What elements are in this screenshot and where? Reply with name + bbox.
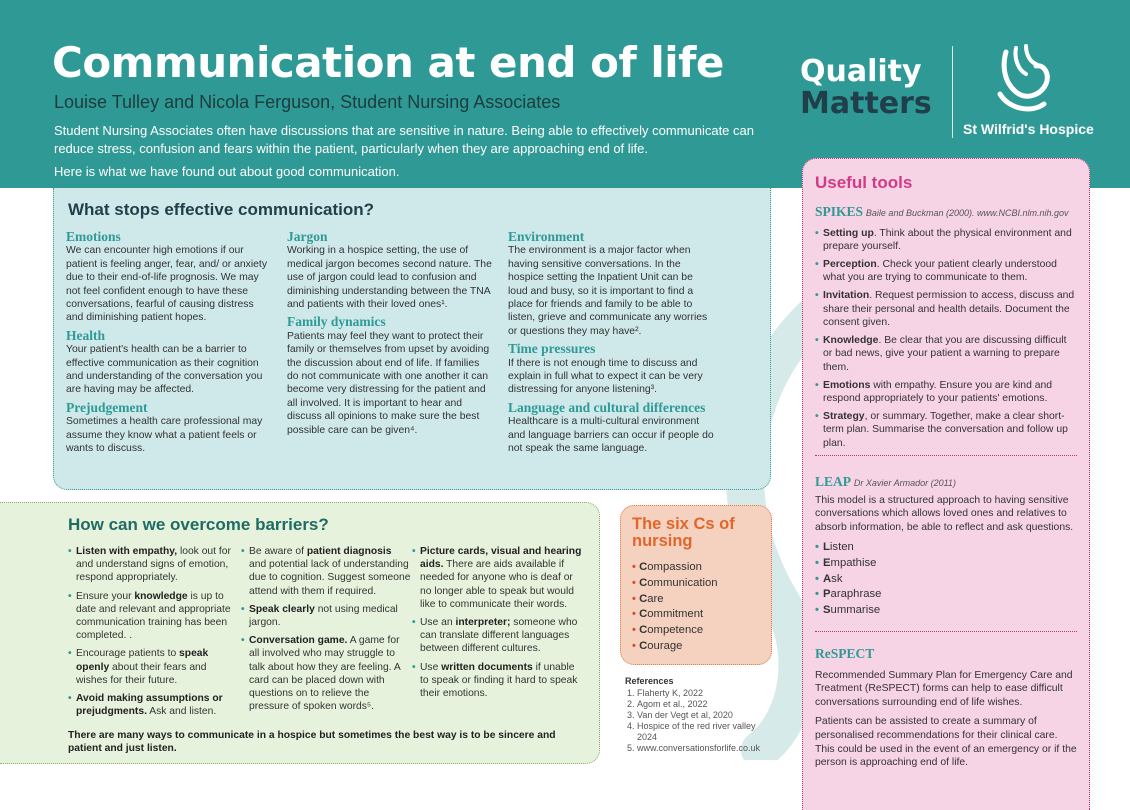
list-item: • Compassion bbox=[632, 560, 718, 576]
list-item: • Empathise bbox=[815, 556, 1077, 572]
header-divider bbox=[952, 46, 953, 138]
respect-text-1: Recommended Summary Plan for Emergency Care and Treatment (ReSPECT) forms can help to ease difficult conversations surrounding end of life wishes. bbox=[815, 669, 1073, 708]
list-item: • Invitation. Request permission to access, discuss and share their personal and health details. Document the consent given. bbox=[815, 289, 1077, 330]
family-text: Patients may feel they want to protect their family or themselves from upset by avoiding the discussion about end of life. If families do not communicate with one another it can become very distressing for the patient and all involved. It is important to hear and discuss all opinions to make sure the best possible care can be given⁴. bbox=[287, 330, 490, 436]
environment-text: The environment is a major factor when having sensitive conversations. In the hospice setting the Inpatient Unit can be loud and busy, so it is important to find a place for friends and family to be able to listen, grieve and communicate any worries or questions they may have². bbox=[508, 245, 708, 337]
prejudgement-heading: Prejudgement bbox=[66, 399, 148, 415]
list-item: 2. Agom et al., 2022 bbox=[637, 699, 775, 710]
spikes-heading: SPIKES bbox=[815, 204, 864, 219]
spikes-citation: Baile and Buckman (2000). www.NCBI.nlm.nih.gov bbox=[865, 208, 1069, 218]
time-heading: Time pressures bbox=[508, 341, 596, 357]
list-item: • Ensure your knowledge is up to date and relevant and appropriate communication training has been completed. . bbox=[68, 590, 240, 643]
list-item: • Commitment bbox=[632, 607, 718, 623]
health-heading: Health bbox=[66, 327, 105, 343]
brand-line-2: Matters bbox=[800, 86, 932, 121]
overcome-footer: There are many ways to communicate in a hospice but sometimes the best way is to be sincere and patient and just listen. bbox=[68, 730, 556, 754]
respect-title-row bbox=[815, 647, 1077, 663]
health-text: Your patient's health can be a barrier to effective communication as their cognition and understanding of the conversation you are having may be affected. bbox=[66, 344, 263, 396]
intro-paragraph-2: Here is what we have found out about good communication. bbox=[54, 164, 400, 179]
list-item: • Be aware of patient diagnosis and potential lack of understanding due to cognition. Suggest someone attend with them if required. bbox=[241, 545, 411, 598]
authors: Louise Tulley and Nicola Ferguson, Student Nursing Associates bbox=[54, 92, 561, 112]
references-list bbox=[625, 688, 775, 754]
stops-column-3 bbox=[508, 226, 714, 458]
list-item: • Conversation game. A game for all involved who may struggle to talk about how they are feeling. A card can be placed down with questions on to relieve the pressure of spoken words⁵. bbox=[241, 634, 411, 713]
overcome-heading: How can we overcome barriers? bbox=[68, 515, 329, 534]
list-item: • Listen bbox=[815, 540, 1077, 556]
list-item: • Listen with empathy, look out for and understand signs of emotion, respond appropriately. bbox=[68, 545, 240, 585]
list-item: • Encourage patients to speak openly about their fears and wishes for their future. bbox=[68, 647, 240, 687]
list-item: • Summarise bbox=[815, 603, 1077, 619]
section-divider bbox=[815, 455, 1077, 456]
leap-list bbox=[815, 540, 1077, 618]
list-item: • Paraphrase bbox=[815, 587, 1077, 603]
emotions-text: We can encounter high emotions if our patient is feeling anger, fear, and/ or anxiety due to their end-of-life prognosis. We may not feel confident enough to have these conversations, fearful of causing distress and diminishing patient hopes. bbox=[66, 245, 268, 324]
hospice-logo-text: St Wilfrid's Hospice bbox=[963, 121, 1094, 137]
page-title: Communication at end of life bbox=[52, 38, 724, 87]
what-stops-panel bbox=[53, 188, 771, 490]
overcome-barriers-panel bbox=[0, 502, 600, 764]
leap-text: This model is a structured approach to having sensitive conversations which allows loved ones and relatives to absorb information, be able to reflect and ask questions. bbox=[815, 494, 1074, 533]
list-item: • Setting up. Think about the physical environment and prepare yourself. bbox=[815, 227, 1077, 254]
list-item: • Communication bbox=[632, 576, 718, 592]
six-cs-list bbox=[632, 560, 718, 655]
time-text: If there is not enough time to discuss and explain in full what to expect it can be very distressing for anyone listening³. bbox=[508, 357, 703, 396]
list-item: • Ask bbox=[815, 572, 1077, 588]
overcome-column-1 bbox=[68, 545, 240, 723]
leap-section bbox=[815, 475, 1077, 618]
spikes-title-row bbox=[815, 205, 1077, 221]
emotions-heading: Emotions bbox=[66, 229, 121, 244]
intro-text bbox=[54, 122, 764, 186]
list-item: • Use written documents if unable to speak or finding it hard to speak their emotions. bbox=[412, 661, 584, 701]
leap-title-row bbox=[815, 475, 1077, 491]
list-item: • Avoid making assumptions or prejudgments. Ask and listen. bbox=[68, 692, 240, 718]
references-title: References bbox=[625, 676, 674, 686]
jargon-text: Working in a hospice setting, the use of medical jargon becomes second nature. The use of jargon could lead to confusion and diminishing understanding between the TNA and patients with their loved ones¹. bbox=[287, 245, 492, 311]
list-item: • Strategy, or summary. Together, make a clear short-term plan. Summarise the conversation and follow up plan. bbox=[815, 410, 1077, 451]
list-item: • Perception. Check your patient clearly understood what you are trying to communicate to them. bbox=[815, 258, 1077, 285]
leap-citation: Dr Xavier Armador (2011) bbox=[853, 478, 956, 488]
spikes-list bbox=[815, 227, 1077, 451]
stops-column-1 bbox=[66, 226, 272, 458]
list-item: • Emotions with empathy. Ensure you are kind and respond appropriately to your patients' emotions. bbox=[815, 379, 1077, 406]
list-item: 1. Flaherty K, 2022 bbox=[637, 688, 775, 699]
respect-section bbox=[815, 647, 1077, 776]
list-item: • Use an interpreter; someone who can translate different languages between different cultures. bbox=[412, 616, 584, 656]
references bbox=[625, 676, 775, 754]
hospice-logo-icon bbox=[992, 44, 1054, 114]
list-item: • Courage bbox=[632, 639, 718, 655]
overcome-column-3 bbox=[412, 545, 584, 705]
list-item: 3. Van der Vegt et al, 2020 bbox=[637, 710, 775, 721]
spikes-section bbox=[815, 205, 1077, 455]
jargon-heading: Jargon bbox=[287, 229, 328, 244]
six-cs-heading: The six Cs of nursing bbox=[632, 515, 735, 550]
leap-heading: LEAP bbox=[815, 474, 852, 489]
useful-tools-panel bbox=[802, 158, 1090, 810]
prejudgement-text: Sometimes a health care professional may assume they know what a patient feels or wants to discuss. bbox=[66, 416, 263, 455]
list-item: • Knowledge. Be clear that you are discussing difficult or bad news, give your patient a warning to prepare them. bbox=[815, 334, 1077, 375]
useful-tools-heading: Useful tools bbox=[815, 173, 913, 192]
respect-text-2: Patients can be assisted to create a summary of personalised recommendations for their clinical care. This could be used in the event of an emergency or if the person is approaching end of life. bbox=[815, 716, 1077, 769]
list-item: • Speak clearly not using medical jargon. bbox=[241, 603, 411, 629]
language-text: Healthcare is a multi-cultural environment and language barriers can occur if people do not speak the same language. bbox=[508, 416, 714, 455]
brand-line-1: Quality bbox=[800, 54, 922, 89]
section-divider bbox=[815, 631, 1077, 632]
overcome-column-2 bbox=[241, 545, 411, 718]
environment-heading: Environment bbox=[508, 229, 585, 244]
respect-heading: ReSPECT bbox=[815, 646, 875, 661]
list-item: 4. Hospice of the red river valley 2024 bbox=[637, 721, 775, 743]
six-cs-panel bbox=[620, 505, 772, 665]
list-item: • Picture cards, visual and hearing aids. There are aids available if needed for anyone who is deaf or no longer able to speak but would like to communicate their words. bbox=[412, 545, 584, 611]
language-heading: Language and cultural differences bbox=[508, 399, 706, 415]
what-stops-heading: What stops effective communication? bbox=[68, 200, 375, 219]
list-item: 5. www.conversationsforlife.co.uk bbox=[637, 743, 775, 754]
stops-column-2 bbox=[287, 226, 492, 439]
list-item: • Competence bbox=[632, 623, 718, 639]
family-heading: Family dynamics bbox=[287, 314, 386, 330]
quality-matters-brand bbox=[800, 56, 932, 120]
list-item: • Care bbox=[632, 592, 718, 608]
intro-paragraph-1: Student Nursing Associates often have discussions that are sensitive in nature. Being able to effectively communicate can reduce stress, confusion and fears within the patient, particularly when they are approaching end of life. bbox=[54, 123, 754, 156]
